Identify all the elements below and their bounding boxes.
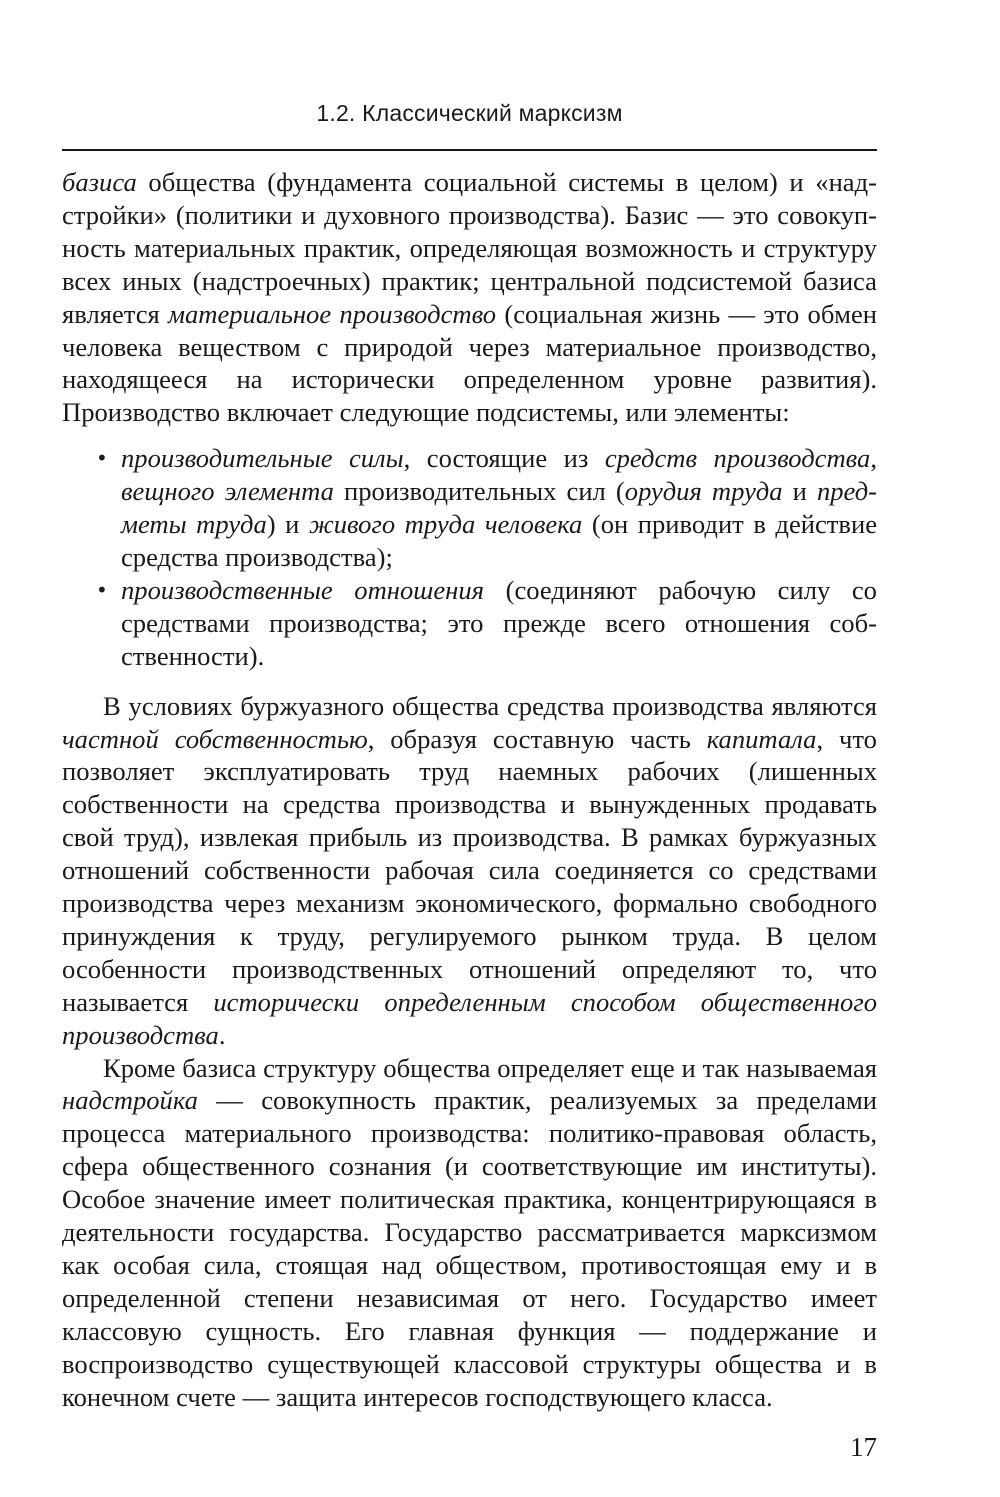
paragraph-2: В условиях буржуазного общества средства производства являются частной собственностью, образуя составную часть капитала, что позволяет эксплуатировать труд наемных рабочих (лишенных собственности на средства производства и вынужденных продавать свой труд), извлекая прибыль из производства. В рамках буржуазных отношений собственности рабочая сила соединяется со средствами производства через механизм экономического, формально свободного принуждения к труду, регулируемого рынком труда. В целом особенности производственных отношений определяют то, что называется исторически определенным способом общественного производства. bbox=[62, 690, 877, 1050]
italic-term: живого труда человека bbox=[308, 509, 583, 540]
italic-term: базиса bbox=[62, 167, 137, 197]
bullet-text: производственные отношения (соединяют рабочую силу со средствами производства; это прежде всего отношения собственности). bbox=[121, 574, 877, 671]
italic-term: частной собственностью bbox=[62, 723, 368, 754]
italic-term: орудия труда bbox=[624, 476, 783, 507]
italic-term: исторически определенным способом общественного производства bbox=[62, 986, 877, 1050]
running-head: 1.2. Классический марксизм bbox=[316, 100, 623, 126]
italic-term: производственные отношения bbox=[121, 574, 485, 605]
header-rule bbox=[62, 149, 877, 151]
italic-term: капитала bbox=[706, 723, 817, 754]
italic-term: средств производства bbox=[604, 443, 871, 474]
italic-term: производительные силы bbox=[121, 443, 404, 474]
bullet-list bbox=[62, 442, 877, 672]
paragraph-3: Кроме базиса структуру общества определяет еще и так называемая надстройка — совокупность практик, реализуемых за пределами процесса материального производства: политико-правовая область, сфера общественного сознания (и соответствующие им институты). Особое значение имеет политическая практика, концентрирующаяся в деятельности государства. Государство рассматривается марксизмом как особая сила, стоящая над обществом, противостоящая ему и в определенной степени независимая от него. Государство имеет классовую сущность. Его главная функция — поддержание и воспроизводство существующей классовой структуры общества и в конечном счете — защита интересов господствующего класса. bbox=[62, 1052, 877, 1412]
italic-term: материальное производство bbox=[168, 298, 497, 329]
bullet-marker: • bbox=[96, 577, 108, 602]
body-text bbox=[62, 166, 877, 1414]
bullet-marker: • bbox=[96, 446, 108, 471]
paragraph-1: базиса общества (фундамента социальной системы в целом) и «надстройки» (политики и духовного производства). Базис — это совокупность материальных практик, определяющая возможность и структуру всех иных (надстроечных) практик; центральной подсистемой базиса является материальное производство (социальная жизнь — это обмен человека веществом с природой через материальное производство, находящееся на исторически определенном уровне развития). Производство включает следующие подсистемы, или элементы: bbox=[62, 167, 877, 428]
page-number: 17 bbox=[850, 1432, 877, 1462]
bullet-text: производительные силы, состоящие из средств производства, вещного элемента производительных сил (орудия труда и предметы труда) и живого труда человека (он приводит в действие средства производства); bbox=[121, 443, 878, 572]
bullet-item bbox=[62, 574, 877, 673]
bullet-item bbox=[62, 442, 877, 574]
italic-term: предметы труда bbox=[121, 476, 878, 540]
italic-term: надстройка bbox=[62, 1085, 198, 1116]
italic-term: вещного элемента bbox=[121, 476, 334, 507]
